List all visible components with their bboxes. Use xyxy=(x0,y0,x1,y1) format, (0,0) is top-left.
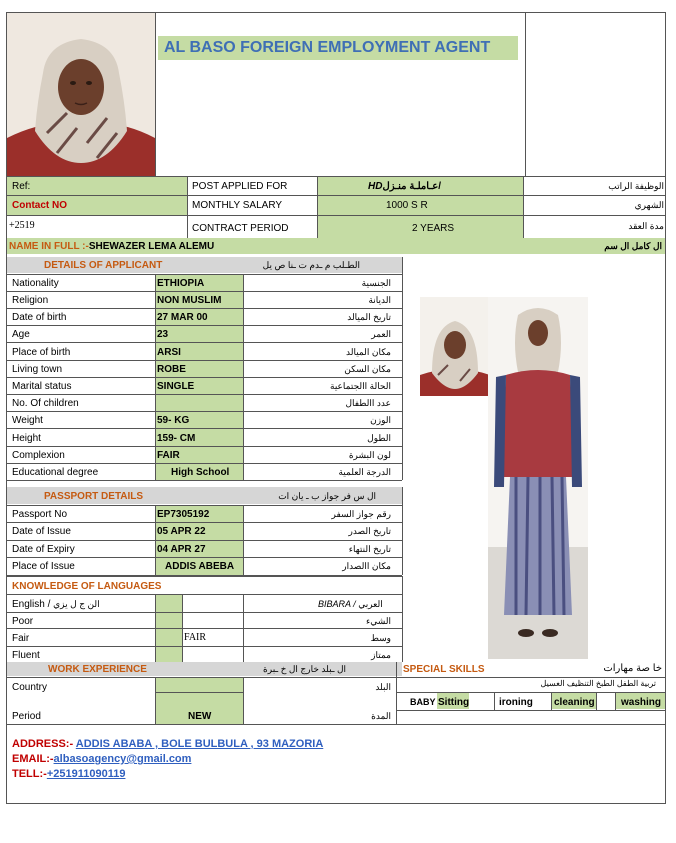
address-link[interactable]: ADDIS ABABA , BOLE BULBULA , 93 MAZORIA xyxy=(75,738,324,750)
salary-label: MONTHLY SALARY xyxy=(192,200,283,211)
age-value: 23 xyxy=(157,329,169,340)
telephone-link[interactable]: +251911090119 xyxy=(46,768,126,780)
languages-title: KNOWLEDGE OF LANGUAGES xyxy=(12,581,162,592)
details-title: DETAILS OF APPLICANT xyxy=(44,260,163,271)
passport-title-ar: ال س فر جواز ب ـ يان ات xyxy=(278,491,376,501)
applicant-portrait-photo-small xyxy=(420,297,490,396)
salary-value: 1000 S R xyxy=(386,200,428,211)
agency-name: AL BASO FOREIGN EMPLOYMENT AGENT xyxy=(164,39,491,56)
poor-ar: الشيء xyxy=(365,616,391,626)
living-town-value: ROBE xyxy=(157,364,186,375)
religion-label: Religion xyxy=(12,295,49,306)
work-title-ar: ال ـبلد خارج ال خ ـبرة xyxy=(263,664,346,674)
fair-label: Fair xyxy=(12,633,30,644)
age-ar: العمر xyxy=(371,329,391,339)
post-label-ar: الوظيفة الراتب xyxy=(608,181,664,191)
fair-value: FAIR xyxy=(184,632,207,643)
expiry-date-ar: تاريخ النتهاء xyxy=(348,544,391,554)
fluent-ar: ممتاز xyxy=(371,650,391,660)
contract-label-ar: مدة العقد xyxy=(628,221,664,231)
skill-baby: BABY xyxy=(410,697,436,707)
name-label-ar: ال كامل ال سم xyxy=(604,241,662,251)
skill-cleaning: cleaning xyxy=(554,697,595,708)
details-title-ar: الطـلب م ـدم ت ـنا ص يل xyxy=(262,260,360,270)
marital-value: SINGLE xyxy=(157,381,195,392)
passport-no-label: Passport No xyxy=(12,509,68,520)
living-town-label: Living town xyxy=(12,364,63,375)
passport-title: PASSPORT DETAILS xyxy=(44,491,144,502)
email: EMAIL:-albasoagency@gmail.com xyxy=(12,753,192,765)
applicant-full-body-photo xyxy=(488,297,588,659)
issue-date-label: Date of Issue xyxy=(12,526,71,537)
weight-ar: الوزن xyxy=(370,415,391,425)
skill-ironing: ironing xyxy=(499,697,533,708)
education-label: Educational degree xyxy=(12,467,99,478)
age-label: Age xyxy=(12,329,30,340)
height-value: 159- CM xyxy=(157,433,196,444)
contract-label: CONTRACT PERIOD xyxy=(192,223,289,234)
salary-label-ar: الشهري xyxy=(634,200,664,210)
nationality-label: Nationality xyxy=(12,278,59,289)
contact-label: Contact NO xyxy=(12,200,67,211)
marital-ar: الحالة االجتماعية xyxy=(330,381,391,391)
skills-title-ar: خا صة مهارات xyxy=(603,663,662,674)
fair-ar: وسط xyxy=(370,633,391,643)
marital-label: Marital status xyxy=(12,381,72,392)
issue-date-ar: تاريخ الصدر xyxy=(348,526,391,536)
issue-place-value: ADDIS ABEBA xyxy=(165,561,235,572)
post-label: POST APPLIED FOR xyxy=(192,181,288,192)
issue-date-value: 05 APR 22 xyxy=(157,526,206,537)
period-ar: المدة xyxy=(371,711,391,721)
address: ADDRESS:- ADDIS ABABA , BOLE BULBULA , 93 MAZORIA xyxy=(12,738,324,750)
nationality-ar: الجنسية xyxy=(361,278,391,288)
complexion-value: FAIR xyxy=(157,450,180,461)
children-label: No. Of children xyxy=(12,398,79,409)
issue-place-label: Place of Issue xyxy=(12,561,75,572)
full-name: NAME IN FULL :-SHEWAZER LEMA ALEMU xyxy=(9,241,215,252)
dob-value: 27 MAR 00 xyxy=(157,312,208,323)
ref-label: Ref: xyxy=(12,181,31,192)
post-value: HDعـاملـة منـزل/ xyxy=(368,181,442,192)
skills-title: SPECIAL SKILLS xyxy=(403,664,485,675)
poor-label: Poor xyxy=(12,616,34,627)
expiry-date-label: Date of Expiry xyxy=(12,544,75,555)
english-label: English / الن ج ل يزي xyxy=(12,599,100,610)
weight-label: Weight xyxy=(12,415,43,426)
telephone: TELL:-+251911090119 xyxy=(12,768,126,780)
country-label: Country xyxy=(12,682,48,693)
passport-no-ar: رقم جواز السفر xyxy=(331,509,391,519)
pob-value: ARSI xyxy=(157,347,181,358)
religion-value: NON MUSLIM xyxy=(157,295,222,306)
work-title: WORK EXPERIENCE xyxy=(48,664,147,675)
expiry-date-value: 04 APR 27 xyxy=(157,544,206,555)
dob-ar: تاريخ الميالد xyxy=(347,312,391,322)
weight-value: 59- KG xyxy=(157,415,190,426)
pob-ar: مكان الميالد xyxy=(345,347,391,357)
education-ar: الدرجة العلمية xyxy=(338,467,391,477)
period-label: Period xyxy=(12,711,41,722)
height-ar: الطول xyxy=(367,433,391,443)
complexion-label: Complexion xyxy=(12,450,65,461)
children-ar: عدد االطفال xyxy=(345,398,391,408)
education-value: High School xyxy=(171,467,230,478)
contact-value: +2519 xyxy=(9,220,35,231)
skill-sitting: Sitting xyxy=(438,697,470,708)
skills-ar-row: تربية الطفل الطبخ التنظيف الغسيل xyxy=(540,679,656,688)
applicant-portrait-photo xyxy=(7,13,155,176)
nationality-value: ETHIOPIA xyxy=(157,278,205,289)
issue-place-ar: مكان االصدار xyxy=(342,561,391,571)
complexion-ar: لون البشرة xyxy=(348,450,391,460)
living-town-ar: مكان السكن xyxy=(344,364,391,374)
email-link[interactable]: albasoagency@gmail.com xyxy=(53,753,192,765)
religion-ar: الديانة xyxy=(368,295,391,305)
passport-no-value: EP7305192 xyxy=(157,509,210,520)
dob-label: Date of birth xyxy=(12,312,67,323)
arabic-level: BIBARA / العربي xyxy=(318,599,383,609)
country-ar: البلد xyxy=(375,682,391,692)
pob-label: Place of birth xyxy=(12,347,71,358)
skill-washing: washing xyxy=(621,697,662,708)
height-label: Height xyxy=(12,433,41,444)
contract-value: 2 YEARS xyxy=(412,223,455,234)
period-value: NEW xyxy=(188,711,212,722)
fluent-label: Fluent xyxy=(12,650,40,661)
